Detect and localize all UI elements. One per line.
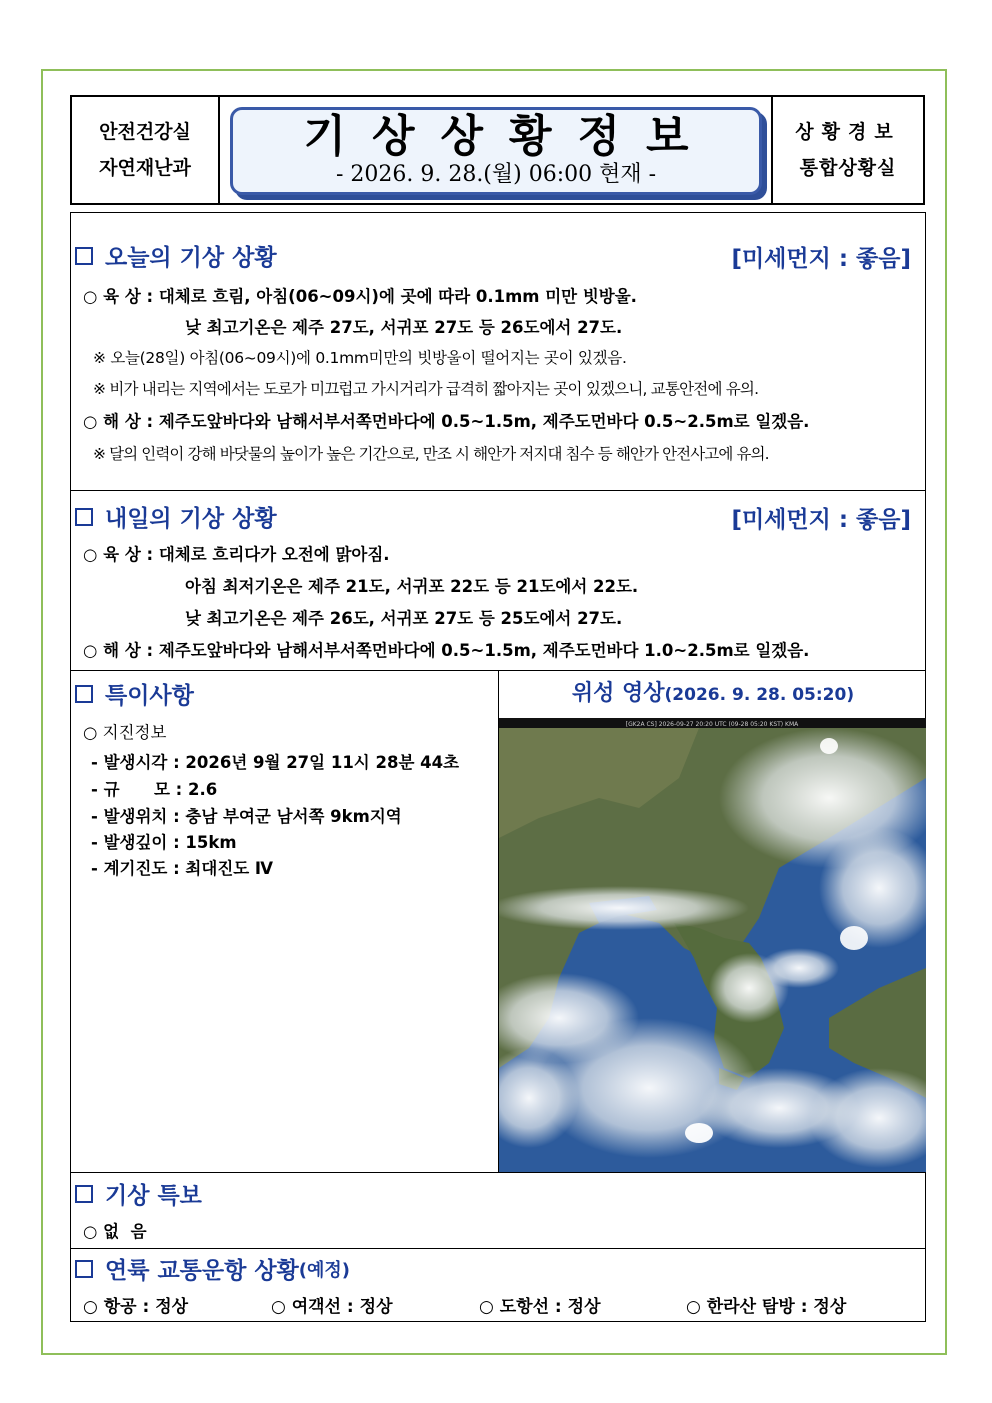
satellite-title — [499, 676, 927, 707]
warning-section-title — [75, 1177, 202, 1210]
today-title-text: 오늘의 기상 상황 — [105, 245, 277, 271]
checkbox-icon — [75, 685, 93, 703]
department-line2: 자연재난과 — [99, 157, 191, 179]
document-title: 기상상황정보 — [303, 111, 715, 162]
satellite-caption: [GK2A CS] 2026-09-27 20:20 UTC (09-28 05:20 KST) KMA — [625, 721, 799, 728]
earthquake-heading: ○ 지진정보 — [83, 723, 167, 742]
traffic-title-text: 연륙 교통운항 상황 — [105, 1258, 299, 1284]
today-land-forecast: ○ 육 상 : 대체로 흐림, 아침(06~09시)에 곳에 따라 0.1mm 미만 빗방울. — [83, 287, 637, 306]
document-header — [70, 95, 925, 205]
today-note-rain: ※ 오늘(28일) 아침(06~09시)에 0.1mm미만의 빗방울이 떨어지는 곳이 있겠음. — [93, 349, 627, 367]
earthquake-time: - 발생시각 : 2026년 9월 27일 11시 28분 44초 — [91, 753, 460, 772]
divider — [71, 490, 925, 491]
department-line1: 안전건강실 — [99, 121, 191, 143]
report-table — [70, 212, 926, 1322]
tomorrow-fine-dust: [미세먼지 : 좋음] — [731, 507, 911, 533]
warning-value: ○ 없 음 — [83, 1222, 147, 1241]
special-title-text: 특이사항 — [105, 683, 194, 709]
divider — [71, 1248, 925, 1249]
office-label — [771, 97, 923, 203]
today-section-title — [75, 239, 277, 272]
satellite-panel — [498, 670, 927, 1172]
warning-title-text: 기상 특보 — [105, 1183, 202, 1209]
tomorrow-section-title — [75, 500, 277, 533]
traffic-air: ○ 항공 : 정상 — [83, 1297, 189, 1317]
divider — [71, 1172, 925, 1173]
tomorrow-max-temperature: 낮 최고기온은 제주 26도, 서귀포 27도 등 25도에서 27도. — [185, 609, 623, 628]
tomorrow-title-text: 내일의 기상 상황 — [105, 506, 277, 532]
special-section-title — [75, 677, 194, 710]
today-note-tide: ※ 달의 인력이 강해 바닷물의 높이가 높은 기간으로, 만조 시 해안가 저지대 침수 등 해안가 안전사고에 유의. — [93, 445, 769, 463]
satellite-image — [499, 718, 926, 1172]
traffic-hallasan: ○ 한라산 탐방 : 정상 — [686, 1297, 847, 1317]
department-label — [72, 97, 220, 203]
today-note-traffic: ※ 비가 내리는 지역에서는 도로가 미끄럽고 가시거리가 급격히 짧아지는 곳이 있겠으니, 교통안전에 유의. — [93, 380, 759, 398]
today-sea-forecast: ○ 해 상 : 제주도앞바다와 남해서부서쪽먼바다에 0.5~1.5m, 제주도먼바다 0.5~2.5m로 일겠음. — [83, 412, 810, 431]
office-line2: 통합상황실 — [799, 157, 897, 179]
traffic-title-suffix: (예정) — [298, 1259, 350, 1281]
tomorrow-land-forecast: ○ 육 상 : 대체로 흐리다가 오전에 맑아짐. — [83, 545, 390, 564]
checkbox-icon — [75, 247, 93, 265]
office-line1: 상황경보 — [795, 121, 901, 143]
checkbox-icon — [75, 1260, 93, 1278]
earthquake-location: - 발생위치 : 충남 부여군 남서쪽 9km지역 — [91, 807, 402, 826]
title-banner — [230, 107, 762, 195]
earthquake-intensity: - 계기진도 : 최대진도 Ⅳ — [91, 859, 274, 878]
traffic-island-ferry: ○ 도항선 : 정상 — [479, 1297, 601, 1317]
tomorrow-sea-forecast: ○ 해 상 : 제주도앞바다와 남해서부서쪽먼바다에 0.5~1.5m, 제주도먼바다 1.0~2.5m로 일겠음. — [83, 641, 810, 660]
traffic-section-title — [75, 1252, 350, 1285]
checkbox-icon — [75, 508, 93, 526]
today-fine-dust: [미세먼지 : 좋음] — [731, 246, 911, 272]
traffic-ferry: ○ 여객선 : 정상 — [271, 1297, 393, 1317]
checkbox-icon — [75, 1185, 93, 1203]
earthquake-magnitude: - 규 모 : 2.6 — [91, 780, 218, 799]
today-land-temperature: 낮 최고기온은 제주 27도, 서귀포 27도 등 26도에서 27도. — [185, 318, 623, 337]
satellite-date: (2026. 9. 28. 05:20) — [664, 685, 855, 705]
satellite-title-text: 위성 영상 — [571, 681, 665, 706]
tomorrow-min-temperature: 아침 최저기온은 제주 21도, 서귀포 22도 등 21도에서 22도. — [185, 577, 639, 596]
earthquake-depth: - 발생깊이 : 15km — [91, 833, 237, 852]
document-date: - 2026. 9. 28.(월) 06:00 현재 - — [335, 162, 657, 187]
